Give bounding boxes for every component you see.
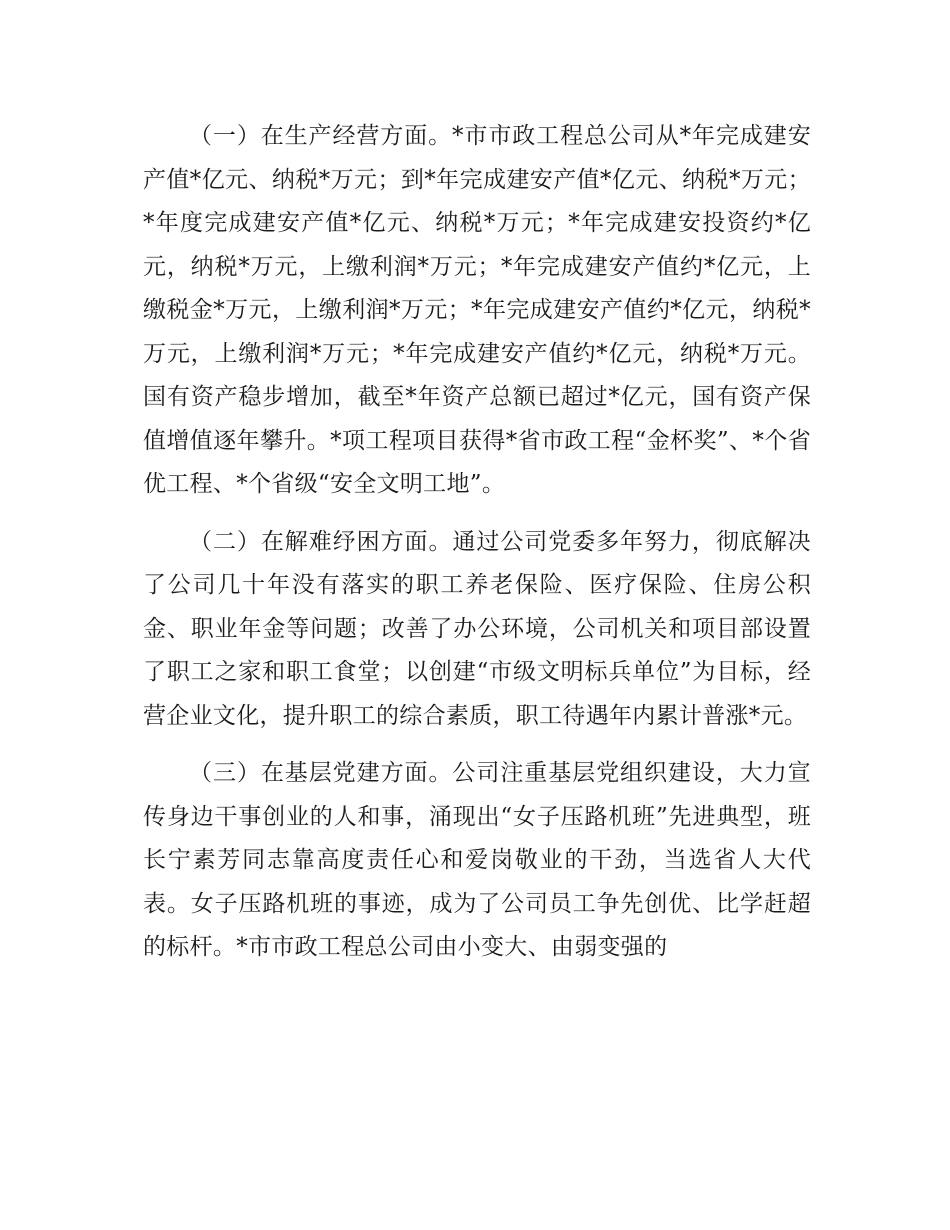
paragraph-party-building: （三）在基层党建方面。公司注重基层党组织建设，大力宣传身边干事创业的人和事，涌现出“女子压路机班”先进典型，班长宁素芳同志靠高度责任心和爱岗敬业的干劲，当选省人大代表。女子压路机班的事迹，成为了公司员工争先创优、比学赶超的标杆。*市市政工程总公司由小变大、由弱变强的 xyxy=(143,760,811,960)
document-body xyxy=(143,115,811,984)
paragraph-production: （一）在生产经营方面。*市市政工程总公司从*年完成建安产值*亿元、纳税*万元；到*年完成建安产值*亿元、纳税*万元；*年度完成建安产值*亿元、纳税*万元；*年完成建安投资约*亿元，纳税*万元，上缴利润*万元；*年完成建安产值约*亿元，上缴税金*万元，上缴利润*万元；*年完成建安产值约*亿元，纳税*万元，上缴利润*万元；*年完成建安产值约*亿元，纳税*万元。国有资产稳步增加，截至*年资产总额已超过*亿元，国有资产保值增值逐年攀升。*项工程项目获得*省市政工程“金杯奖”、*个省优工程、*个省级“安全文明工地”。 xyxy=(143,123,811,497)
paragraph-relief: （二）在解难纾困方面。通过公司党委多年努力，彻底解决了公司几十年没有落实的职工养老保险、医疗保险、住房公积金、职业年金等问题；改善了办公环境，公司机关和项目部设置了职工之家和职工食堂；以创建“市级文明标兵单位”为目标，经营企业文化，提升职工的综合素质，职工待遇年内累计普涨*元。 xyxy=(143,528,811,729)
